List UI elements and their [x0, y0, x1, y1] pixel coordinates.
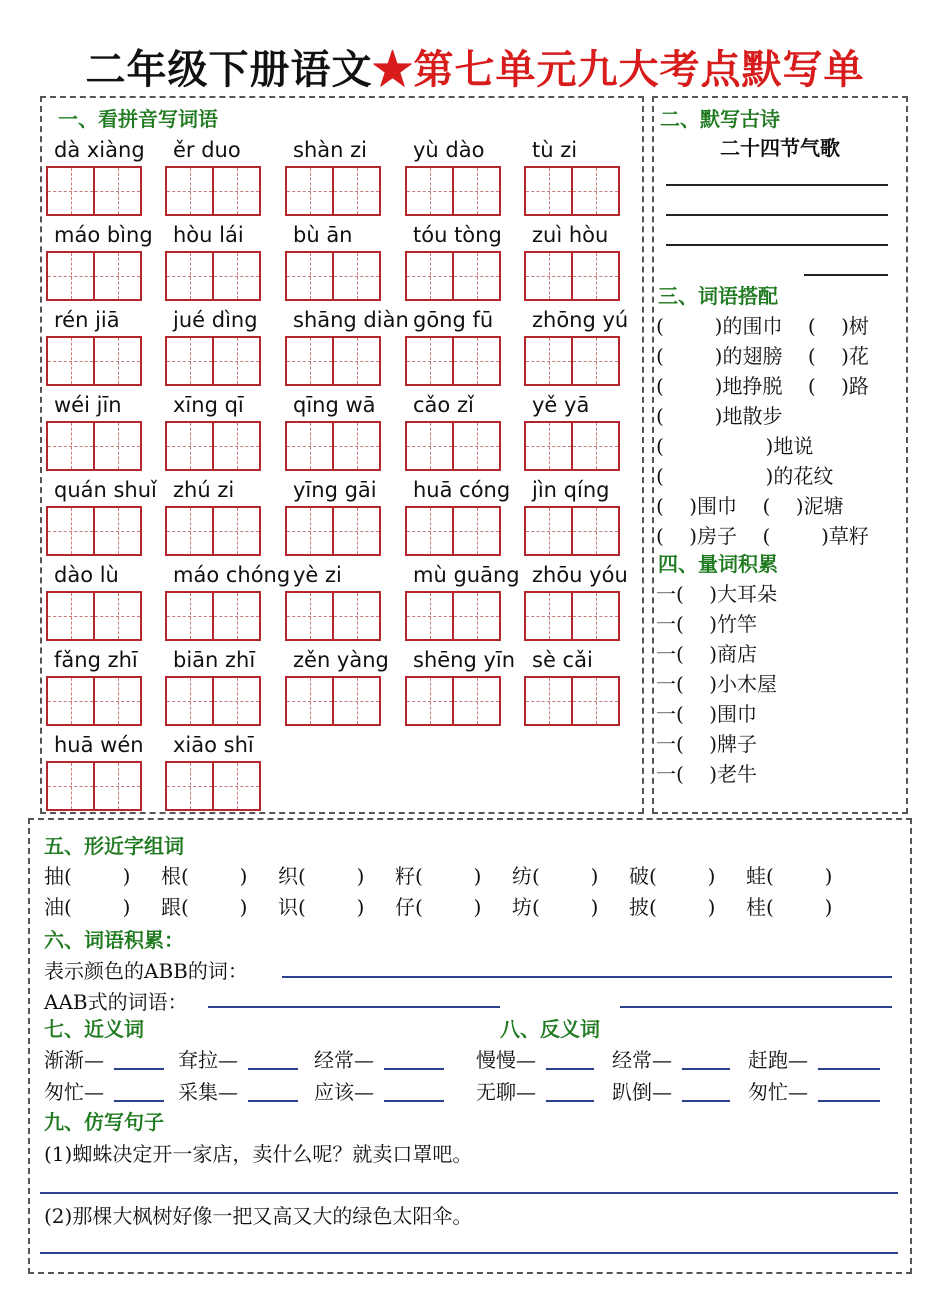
writing-grid[interactable] [405, 336, 501, 386]
pinyin-label: dào lù [54, 563, 119, 587]
similar-char-item: 根( ) [161, 864, 248, 888]
similar-char-item: 披( ) [629, 895, 716, 919]
pinyin-label: zuì hòu [532, 223, 609, 247]
answer-blank[interactable] [248, 1100, 298, 1102]
grid-cell[interactable] [95, 253, 140, 299]
similar-char-item: 桂( ) [746, 895, 833, 919]
grid-cell[interactable] [526, 168, 573, 214]
aab-answer-line-1[interactable] [208, 1006, 500, 1008]
grid-cell[interactable] [167, 168, 214, 214]
writing-grid[interactable] [405, 166, 501, 216]
grid-cell[interactable] [214, 763, 259, 809]
grid-cell[interactable] [48, 423, 95, 469]
pinyin-label: xīng qī [173, 393, 244, 417]
grid-cell[interactable] [287, 593, 334, 639]
similar-char-item: 蛙( ) [746, 864, 833, 888]
grid-cell[interactable] [334, 168, 379, 214]
writing-grid[interactable] [524, 591, 620, 641]
measure-word-item: 一( )商店 [656, 642, 758, 666]
grid-cell[interactable] [48, 763, 95, 809]
synonym-item: 经常— [314, 1048, 374, 1072]
poem-title: 二十四节气歌 [720, 136, 840, 160]
grid-cell[interactable] [167, 763, 214, 809]
pinyin-label: jìn qíng [532, 478, 610, 502]
grid-cell[interactable] [454, 168, 499, 214]
poem-line-4[interactable] [804, 274, 888, 276]
pinyin-label: yīng gāi [293, 478, 377, 502]
grid-cell[interactable] [48, 253, 95, 299]
writing-grid[interactable] [405, 591, 501, 641]
pinyin-label: dà xiàng [54, 138, 145, 162]
grid-cell[interactable] [573, 423, 618, 469]
pinyin-label: zěn yàng [293, 648, 389, 672]
grid-cell[interactable] [95, 678, 140, 724]
grid-cell[interactable] [526, 508, 573, 554]
grid-cell[interactable] [526, 593, 573, 639]
writing-grid[interactable] [405, 506, 501, 556]
grid-cell[interactable] [573, 168, 618, 214]
section4-heading: 四、量词积累 [658, 552, 778, 576]
grid-cell[interactable] [167, 253, 214, 299]
antonym-item: 趴倒— [612, 1080, 672, 1104]
grid-cell[interactable] [287, 253, 334, 299]
grid-cell[interactable] [167, 593, 214, 639]
grid-cell[interactable] [334, 508, 379, 554]
similar-char-item: 破( ) [629, 864, 716, 888]
section1-heading: 一、看拼音写词语 [58, 107, 218, 131]
grid-cell[interactable] [214, 508, 259, 554]
grid-cell[interactable] [573, 338, 618, 384]
section9-heading: 九、仿写句子 [44, 1110, 164, 1134]
grid-cell[interactable] [287, 508, 334, 554]
pinyin-label: zhōu yóu [532, 563, 628, 587]
similar-char-item: 纺( ) [512, 864, 599, 888]
writing-grid[interactable] [524, 251, 620, 301]
answer-blank[interactable] [546, 1068, 594, 1070]
pinyin-label: bù ān [293, 223, 353, 247]
measure-word-item: 一( )老牛 [656, 762, 758, 786]
antonym-item: 经常— [612, 1048, 672, 1072]
pinyin-label: biān zhī [173, 648, 256, 672]
pinyin-label: jué dìng [173, 308, 258, 332]
answer-blank[interactable] [682, 1068, 730, 1070]
grid-cell[interactable] [454, 678, 499, 724]
synonym-item: 采集— [178, 1080, 238, 1104]
title-part2: 第七单元九大考点默写单 [413, 46, 865, 93]
pinyin-label: tóu tòng [413, 223, 502, 247]
section7-heading: 七、近义词 [44, 1017, 144, 1041]
grid-cell[interactable] [334, 338, 379, 384]
answer-blank[interactable] [384, 1100, 444, 1102]
writing-grid[interactable] [46, 506, 142, 556]
grid-cell[interactable] [287, 678, 334, 724]
grid-cell[interactable] [48, 338, 95, 384]
sentence-answer-line-1[interactable] [40, 1192, 898, 1194]
grid-cell[interactable] [454, 423, 499, 469]
word-match-item: ( )房子 ( )草籽 [656, 524, 869, 548]
grid-cell[interactable] [214, 423, 259, 469]
writing-grid[interactable] [285, 251, 381, 301]
writing-grid[interactable] [285, 336, 381, 386]
writing-grid[interactable] [165, 591, 261, 641]
word-match-item: ( )的花纹 [656, 464, 834, 488]
section3-heading: 三、词语搭配 [658, 284, 778, 308]
pinyin-label: shēng yīn [413, 648, 516, 672]
grid-cell[interactable] [48, 168, 95, 214]
pinyin-label: yù dào [413, 138, 485, 162]
synonym-item: 渐渐— [44, 1048, 104, 1072]
antonym-item: 慢慢— [476, 1048, 536, 1072]
pinyin-label: zhōng yú [532, 308, 629, 332]
grid-cell[interactable] [214, 168, 259, 214]
pinyin-label: tù zi [532, 138, 578, 162]
pinyin-label: máo chóng [173, 563, 291, 587]
pinyin-label: huā cóng [413, 478, 511, 502]
poem-line-2[interactable] [666, 214, 888, 216]
word-match-item: ( )的翅膀 ( )花 [656, 344, 869, 368]
grid-cell[interactable] [526, 253, 573, 299]
measure-word-item: 一( )小木屋 [656, 672, 778, 696]
grid-cell[interactable] [573, 678, 618, 724]
writing-grid[interactable] [46, 166, 142, 216]
grid-cell[interactable] [334, 678, 379, 724]
title-part1: 二年级下册语文 [85, 46, 373, 93]
grid-cell[interactable] [334, 253, 379, 299]
section2-heading: 二、默写古诗 [660, 107, 780, 131]
writing-grid[interactable] [46, 761, 142, 811]
grid-cell[interactable] [48, 678, 95, 724]
page-title [0, 38, 950, 95]
grid-cell[interactable] [167, 508, 214, 554]
grid-cell[interactable] [167, 678, 214, 724]
pinyin-label: zhú zi [173, 478, 235, 502]
pinyin-label: yè zi [293, 563, 342, 587]
writing-grid[interactable] [165, 676, 261, 726]
pinyin-label: fǎng zhī [54, 648, 138, 672]
abb-label: 表示颜色的ABB的词： [44, 959, 248, 983]
grid-cell[interactable] [95, 338, 140, 384]
grid-cell[interactable] [454, 593, 499, 639]
writing-grid[interactable] [524, 166, 620, 216]
measure-word-item: 一( )牌子 [656, 732, 758, 756]
pinyin-label: cǎo zǐ [413, 393, 474, 417]
pinyin-label: ěr duo [173, 138, 241, 162]
abb-answer-line[interactable] [282, 976, 892, 978]
writing-grid[interactable] [165, 166, 261, 216]
writing-grid[interactable] [46, 421, 142, 471]
answer-blank[interactable] [682, 1100, 730, 1102]
grid-cell[interactable] [214, 253, 259, 299]
word-match-item: ( )地散步 [656, 404, 783, 428]
grid-cell[interactable] [573, 508, 618, 554]
star-icon: ★ [372, 46, 414, 93]
writing-grid[interactable] [524, 676, 620, 726]
writing-grid[interactable] [165, 761, 261, 811]
grid-cell[interactable] [334, 423, 379, 469]
grid-cell[interactable] [526, 423, 573, 469]
similar-char-item: 油( ) [44, 895, 131, 919]
word-match-item: ( )的围巾 ( )树 [656, 314, 869, 338]
answer-blank[interactable] [818, 1100, 880, 1102]
grid-cell[interactable] [454, 338, 499, 384]
pinyin-label: sè cǎi [532, 648, 593, 672]
synonym-item: 耷拉— [178, 1048, 238, 1072]
writing-grid[interactable] [46, 336, 142, 386]
word-match-item: ( )围巾 ( )泥塘 [656, 494, 844, 518]
grid-cell[interactable] [407, 423, 454, 469]
poem-line-3[interactable] [666, 244, 888, 246]
grid-cell[interactable] [287, 168, 334, 214]
word-match-item: ( )地挣脱 ( )路 [656, 374, 869, 398]
writing-grid[interactable] [46, 676, 142, 726]
section5-heading: 五、形近字组词 [44, 834, 184, 858]
section8-heading: 八、反义词 [500, 1017, 600, 1041]
pinyin-label: qīng wā [293, 393, 376, 417]
grid-cell[interactable] [214, 593, 259, 639]
grid-cell[interactable] [214, 678, 259, 724]
grid-cell[interactable] [95, 423, 140, 469]
measure-word-item: 一( )大耳朵 [656, 582, 778, 606]
grid-cell[interactable] [407, 678, 454, 724]
similar-char-item: 识( ) [278, 895, 365, 919]
antonym-item: 赶跑— [748, 1048, 808, 1072]
measure-word-item: 一( )围巾 [656, 702, 758, 726]
grid-cell[interactable] [48, 593, 95, 639]
writing-grid[interactable] [524, 336, 620, 386]
grid-cell[interactable] [573, 593, 618, 639]
grid-cell[interactable] [95, 168, 140, 214]
answer-blank[interactable] [384, 1068, 444, 1070]
grid-cell[interactable] [167, 423, 214, 469]
answer-blank[interactable] [818, 1068, 880, 1070]
grid-cell[interactable] [526, 678, 573, 724]
grid-cell[interactable] [526, 338, 573, 384]
writing-grid[interactable] [405, 421, 501, 471]
writing-grid[interactable] [46, 251, 142, 301]
antonym-item: 无聊— [476, 1080, 536, 1104]
synonym-item: 应该— [314, 1080, 374, 1104]
pinyin-label: hòu lái [173, 223, 244, 247]
answer-blank[interactable] [114, 1068, 164, 1070]
grid-cell[interactable] [454, 508, 499, 554]
similar-char-item: 跟( ) [161, 895, 248, 919]
grid-cell[interactable] [95, 508, 140, 554]
answer-blank[interactable] [114, 1100, 164, 1102]
writing-grid[interactable] [405, 251, 501, 301]
grid-cell[interactable] [48, 508, 95, 554]
writing-grid[interactable] [285, 421, 381, 471]
aab-label: AAB式的词语： [44, 990, 188, 1014]
grid-cell[interactable] [167, 338, 214, 384]
writing-grid[interactable] [165, 421, 261, 471]
writing-grid[interactable] [285, 591, 381, 641]
pinyin-label: gōng fū [413, 308, 494, 332]
writing-grid[interactable] [165, 251, 261, 301]
sentence-answer-line-2[interactable] [40, 1252, 898, 1254]
similar-char-item: 坊( ) [512, 895, 599, 919]
synonym-item: 匆忙— [44, 1080, 104, 1104]
sentence-question-2: (2)那棵大枫树好像一把又高又大的绿色太阳伞。 [44, 1204, 473, 1228]
grid-cell[interactable] [407, 508, 454, 554]
pinyin-label: wéi jīn [54, 393, 122, 417]
grid-cell[interactable] [95, 763, 140, 809]
grid-cell[interactable] [214, 338, 259, 384]
pinyin-label: yě yā [532, 393, 590, 417]
section6-heading: 六、词语积累： [44, 928, 184, 952]
similar-char-item: 仔( ) [395, 895, 482, 919]
grid-cell[interactable] [95, 593, 140, 639]
poem-line-1[interactable] [666, 184, 888, 186]
similar-char-item: 织( ) [278, 864, 365, 888]
writing-grid[interactable] [524, 506, 620, 556]
grid-cell[interactable] [287, 338, 334, 384]
pinyin-label: máo bìng [54, 223, 153, 247]
grid-cell[interactable] [334, 593, 379, 639]
pinyin-label: rén jiā [54, 308, 120, 332]
sentence-question-1: (1)蜘蛛决定开一家店，卖什么呢？就卖口罩吧。 [44, 1142, 473, 1166]
word-match-item: ( )地说 [656, 434, 814, 458]
measure-word-item: 一( )竹竿 [656, 612, 758, 636]
writing-grid[interactable] [165, 506, 261, 556]
pinyin-label: xiāo shī [173, 733, 254, 757]
grid-cell[interactable] [407, 168, 454, 214]
answer-blank[interactable] [546, 1100, 594, 1102]
pinyin-label: huā wén [54, 733, 144, 757]
pinyin-label: shāng diàn [293, 308, 409, 332]
writing-grid[interactable] [524, 421, 620, 471]
grid-cell[interactable] [454, 253, 499, 299]
pinyin-label: quán shuǐ [54, 478, 157, 502]
writing-grid[interactable] [285, 166, 381, 216]
grid-cell[interactable] [287, 423, 334, 469]
writing-grid[interactable] [46, 591, 142, 641]
similar-char-item: 籽( ) [395, 864, 482, 888]
pinyin-label: mù guāng [413, 563, 520, 587]
answer-blank[interactable] [248, 1068, 298, 1070]
grid-cell[interactable] [407, 338, 454, 384]
grid-cell[interactable] [407, 593, 454, 639]
grid-cell[interactable] [573, 253, 618, 299]
antonym-item: 匆忙— [748, 1080, 808, 1104]
writing-grid[interactable] [285, 676, 381, 726]
similar-char-item: 抽( ) [44, 864, 131, 888]
pinyin-label: shàn zi [293, 138, 367, 162]
aab-answer-line-2[interactable] [620, 1006, 892, 1008]
grid-cell[interactable] [407, 253, 454, 299]
writing-grid[interactable] [405, 676, 501, 726]
writing-grid[interactable] [285, 506, 381, 556]
writing-grid[interactable] [165, 336, 261, 386]
